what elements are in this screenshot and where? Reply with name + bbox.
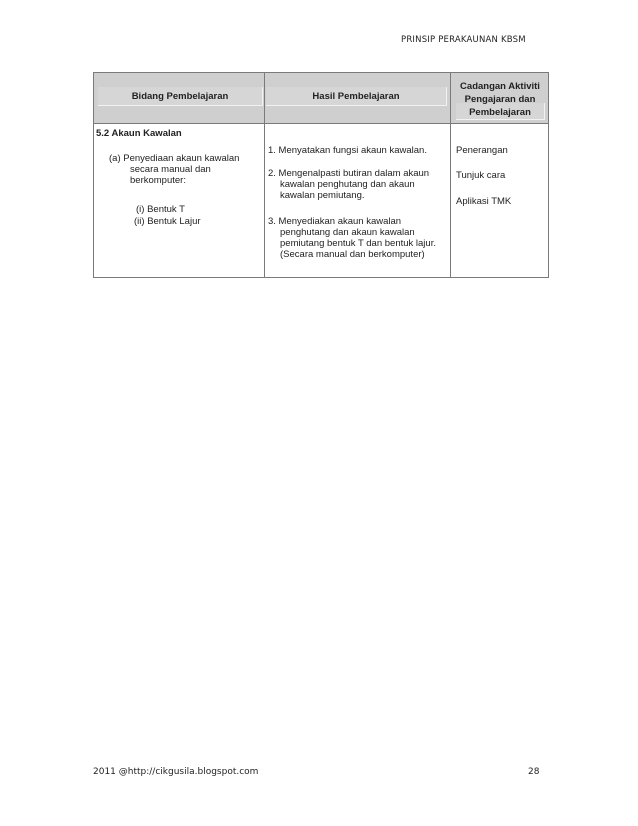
outcome-1: 1. Menyatakan fungsi akaun kawalan. — [268, 145, 427, 156]
outcome-3-line3: pemiutang bentuk T dan bentuk lajur. — [280, 238, 436, 249]
outcome-3-line4: (Secara manual dan berkomputer) — [280, 249, 425, 260]
item-a-line1: (a) Penyediaan akaun kawalan — [109, 153, 240, 164]
sub-item-ii: (ii) Bentuk Lajur — [134, 216, 201, 227]
activity-3: Aplikasi TMK — [456, 196, 512, 207]
page-number: 28 — [528, 767, 540, 777]
outcome-2-line1: 2. Mengenalpasti butiran dalam akaun — [268, 168, 430, 179]
table-header-row — [94, 73, 548, 124]
outcome-2-line3: kawalan pemiutang. — [280, 190, 365, 201]
outcome-3-line1: 3. Menyediakan akaun kawalan — [268, 216, 402, 227]
activity-2: Tunjuk cara — [456, 170, 506, 181]
sub-item-i: (i) Bentuk T — [136, 204, 185, 215]
page-header: PRINSIP PERAKAUNAN KBSM — [401, 35, 526, 45]
header-bidang: Bidang Pembelajaran — [131, 91, 229, 102]
outcome-3-line2: penghutang dan akaun kawalan — [280, 227, 415, 238]
header-hasil: Hasil Pembelajaran — [312, 91, 400, 102]
item-a-line3: berkomputer: — [130, 175, 186, 186]
header-cadangan-2: Pengajaran dan — [464, 94, 536, 105]
footer-source: 2011 @http://cikgusila.blogspot.com — [93, 767, 259, 777]
header-cadangan-3: Pembelajaran — [469, 107, 531, 118]
outcome-2-line2: kawalan penghutang dan akaun — [280, 179, 415, 190]
column-divider-1 — [264, 73, 265, 277]
column-divider-2 — [450, 73, 451, 277]
item-a-line2: secara manual dan — [130, 164, 211, 175]
activity-1: Penerangan — [456, 145, 508, 156]
learning-table — [93, 72, 549, 278]
section-title: 5.2 Akaun Kawalan — [96, 128, 182, 139]
header-cadangan-1: Cadangan Aktiviti — [460, 81, 540, 92]
